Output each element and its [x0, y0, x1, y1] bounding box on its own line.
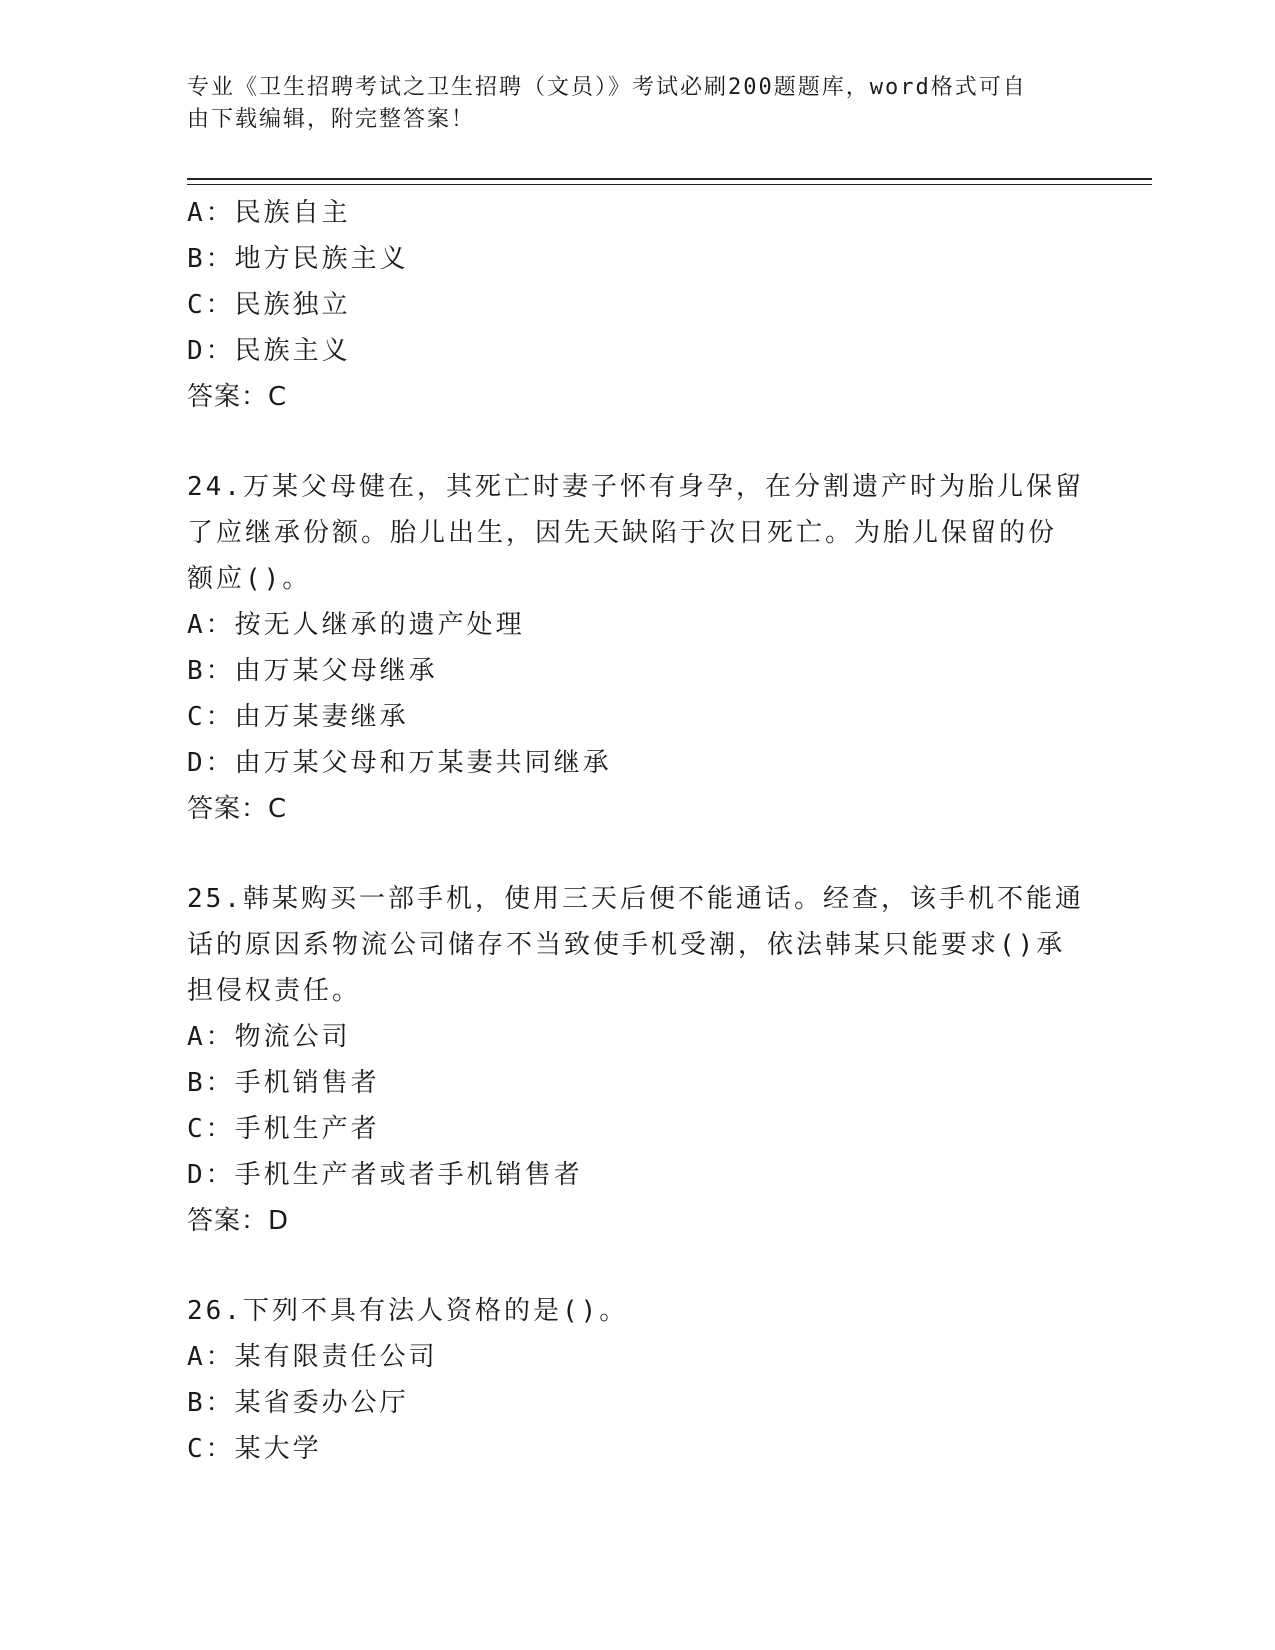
answer-line: 答案：C — [187, 794, 288, 824]
question-list — [187, 190, 1087, 1472]
option-b: B：手机销售者 — [187, 1068, 380, 1098]
option-a: A：某有限责任公司 — [187, 1342, 438, 1372]
question-stem-line: 话的原因系物流公司储存不当致使手机受潮，依法韩某只能要求()承 — [187, 930, 1066, 960]
answer-line: 答案：D — [187, 1206, 290, 1236]
question-26 — [187, 1288, 1087, 1472]
question-spacer — [187, 1244, 1087, 1288]
option-a: A：民族自主 — [187, 198, 351, 228]
question-stem-line: 25.韩某购买一部手机，使用三天后便不能通话。经查，该手机不能通 — [187, 884, 1084, 914]
option-b: B：某省委办公厅 — [187, 1388, 409, 1418]
option-b: B：地方民族主义 — [187, 244, 409, 274]
option-a: A：按无人继承的遗产处理 — [187, 610, 525, 640]
question-stem-line: 额应()。 — [187, 564, 312, 594]
option-d: D：手机生产者或者手机销售者 — [187, 1160, 583, 1190]
question-25 — [187, 876, 1087, 1244]
option-d: D：由万某父母和万某妻共同继承 — [187, 748, 612, 778]
option-c: C：由万某妻继承 — [187, 702, 409, 732]
question-spacer — [187, 832, 1087, 876]
question-24 — [187, 464, 1087, 832]
answer-line: 答案：C — [187, 382, 288, 412]
question-spacer — [187, 420, 1087, 464]
question-23 — [187, 190, 1087, 420]
question-stem-line: 担侵权责任。 — [187, 976, 362, 1006]
option-c: C：手机生产者 — [187, 1114, 380, 1144]
option-d: D：民族主义 — [187, 336, 351, 366]
option-b: B：由万某父母继承 — [187, 656, 438, 686]
option-c: C：某大学 — [187, 1434, 322, 1464]
option-a: A：物流公司 — [187, 1022, 351, 1052]
question-stem-line: 24.万某父母健在，其死亡时妻子怀有身孕，在分割遗产时为胎儿保留 — [187, 472, 1084, 502]
header-rule-thick — [187, 178, 1152, 180]
question-stem-line: 26.下列不具有法人资格的是()。 — [187, 1296, 629, 1326]
header-rule-thin — [187, 184, 1152, 185]
question-stem-line: 了应继承份额。胎儿出生，因先天缺陷于次日死亡。为胎儿保留的份 — [187, 518, 1058, 548]
document-header — [187, 72, 1067, 136]
option-c: C：民族独立 — [187, 290, 351, 320]
header-line-2: 由下载编辑，附完整答案！ — [187, 107, 476, 132]
header-line-1: 专业《卫生招聘考试之卫生招聘（文员）》考试必刷200题题库，word格式可自 — [187, 75, 1027, 100]
